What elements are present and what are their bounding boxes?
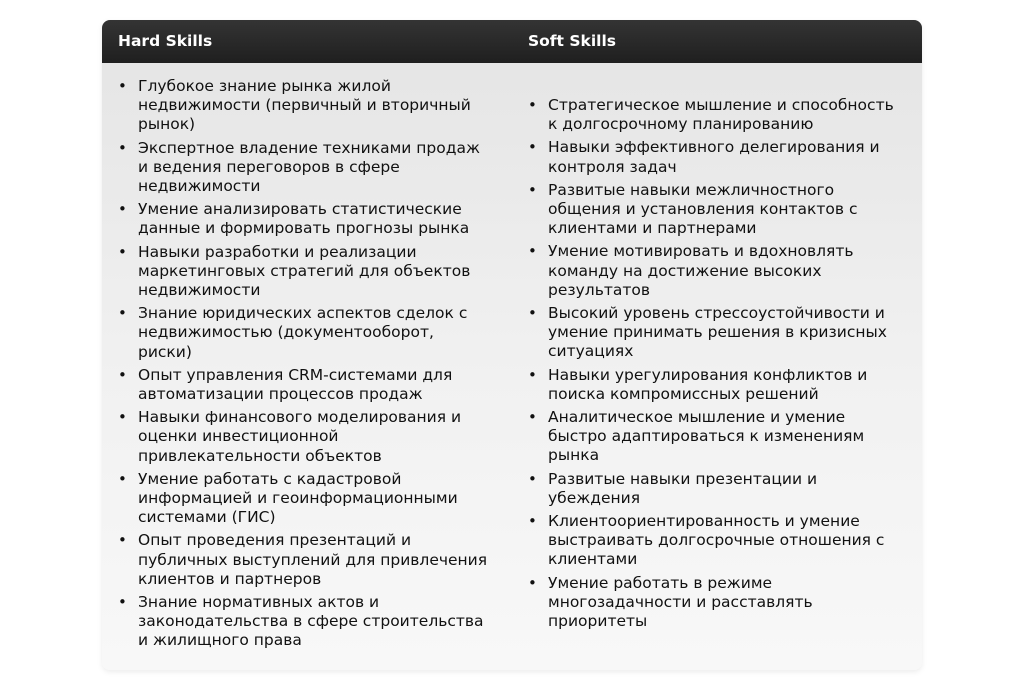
soft-skill-text: Навыки урегулирования конфликтов и поиска компромиссных решений [548,365,868,403]
soft-skills-column [528,96,898,635]
list-item [118,470,488,528]
bullet-icon: • [528,365,537,384]
list-item [528,512,898,570]
soft-skill-text: Стратегическое мышление и способность к долгосрочному планированию [548,96,894,134]
hard-skill-text: Экспертное владение техниками продаж и ведения переговоров в сфере недвижимости [138,138,480,196]
bullet-icon: • [118,304,127,323]
bullet-icon: • [118,200,127,219]
list-item [118,366,488,404]
bullet-icon: • [118,138,127,157]
list-item [528,408,898,466]
bullet-icon: • [528,512,537,531]
bullet-icon: • [528,180,537,199]
skills-table [102,20,922,670]
bullet-icon: • [118,469,127,488]
soft-skill-text: Высокий уровень стрессоустойчивости и умение принимать решения в кризисных ситуациях [548,304,887,361]
bullet-icon: • [118,242,127,261]
hard-skills-column [118,77,488,655]
bullet-icon: • [118,408,127,427]
hard-skill-text: Знание нормативных актов и законодательства в сфере строительства и жилищного права [138,593,484,650]
soft-skill-text: Развитые навыки межличностного общения и установления контактов с клиентами и партнерами [548,180,858,238]
hard-skills-list [118,77,488,651]
list-item [528,138,898,176]
hard-skill-text: Навыки финансового моделирования и оценки инвестиционной привлекательности объектов [138,408,462,465]
bullet-icon: • [528,138,537,157]
list-item [118,200,488,238]
soft-skill-text: Умение мотивировать и вдохновлять команду на достижение высоких результатов [548,242,854,299]
soft-skill-text: Умение работать в режиме многозадачности и расставлять приоритеты [548,573,813,631]
bullet-icon: • [528,573,537,592]
list-item [528,574,898,632]
hard-skills-header: Hard Skills [118,32,213,50]
soft-skill-text: Аналитическое мышление и умение быстро адаптироваться к изменениям рынка [548,408,865,465]
hard-skill-text: Глубокое знание рынка жилой недвижимости (первичный и вторичный рынок) [138,77,471,134]
bullet-icon: • [528,242,537,261]
hard-skill-text: Опыт управления CRM-системами для автоматизации процессов продаж [138,365,453,404]
list-item [118,531,488,589]
list-item [528,366,898,404]
bullet-icon: • [528,304,537,323]
list-item [118,408,488,466]
soft-skills-header: Soft Skills [528,32,616,50]
soft-skill-text: Клиентоориентированность и умение выстраивать долгосрочные отношения с клиентами [548,512,885,569]
hard-skill-text: Умение анализировать статистические данные и формировать прогнозы рынка [138,200,470,238]
list-item [528,181,898,239]
soft-skills-list [528,96,898,631]
hard-skill-text: Умение работать с кадастровой информацией и геоинформационными системами (ГИС) [138,469,458,527]
list-item [528,470,898,508]
list-item [118,593,488,651]
list-item [118,139,488,197]
bullet-icon: • [528,469,537,488]
soft-skill-text: Развитые навыки презентации и убеждения [548,469,818,507]
list-item [118,243,488,301]
hard-skill-text: Опыт проведения презентаций и публичных выступлений для привлечения клиентов и партнеров [138,531,488,588]
bullet-icon: • [118,531,127,550]
bullet-icon: • [528,408,537,427]
bullet-icon: • [118,365,127,384]
list-item [528,96,898,134]
hard-skill-text: Навыки разработки и реализации маркетинговых стратегий для объектов недвижимости [138,242,471,300]
table-header [102,20,922,63]
hard-skill-text: Знание юридических аспектов сделок с недвижимостью (документооборот, риски) [138,304,468,361]
list-item [118,304,488,362]
list-item [528,242,898,300]
soft-skill-text: Навыки эффективного делегирования и контроля задач [548,138,880,176]
bullet-icon: • [528,96,537,114]
bullet-icon: • [118,77,127,95]
list-item [118,77,488,135]
list-item [528,304,898,362]
bullet-icon: • [118,593,127,612]
